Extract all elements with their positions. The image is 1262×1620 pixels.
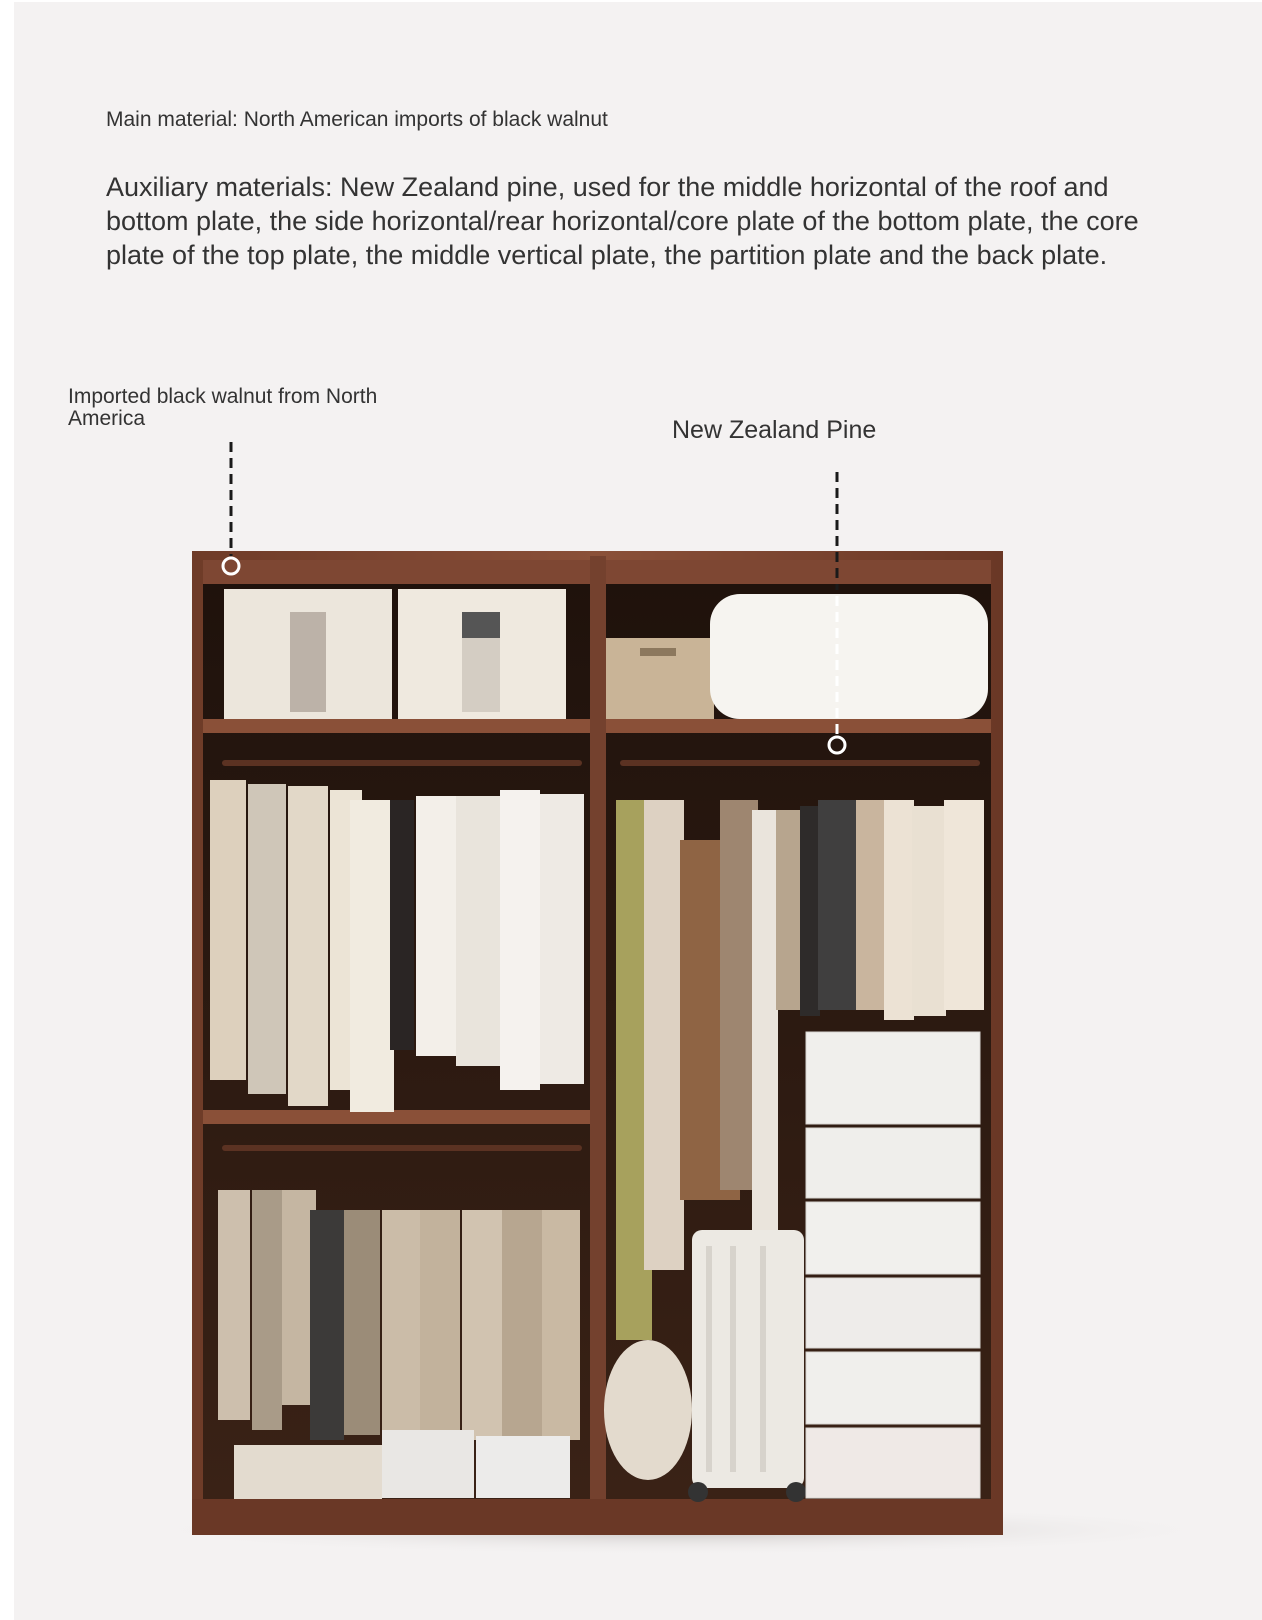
storage-box-left [224, 589, 392, 719]
clear-box-left [382, 1430, 474, 1498]
storage-box-right [398, 589, 566, 719]
bottom-plate [192, 1499, 1003, 1535]
fabric-bin [234, 1445, 382, 1499]
left-top-shelf [203, 719, 590, 733]
left-middle-shelf [203, 1110, 590, 1124]
right-top-shelf [606, 719, 991, 733]
main-material-text: Main material: North American imports of black walnut [106, 108, 608, 131]
cushion [604, 1340, 692, 1480]
pine-callout-label: New Zealand Pine [672, 416, 877, 444]
left-upper-rod [222, 760, 582, 766]
left-lower-rod [222, 1145, 582, 1151]
auxiliary-materials-text: Auxiliary materials: New Zealand pine, used for the middle horizontal of the roof and bottom plate, the side horizontal/rear horizontal/core plate of the bottom plate, the core plate of the top plate, the middle vertical plate, the partition plate and the back plate. [106, 172, 1139, 270]
clear-box-right [476, 1436, 570, 1498]
drawer-stack [806, 1032, 980, 1498]
middle-vertical-plate [590, 556, 606, 1506]
right-rod [620, 760, 980, 766]
folded-duvet [710, 594, 988, 719]
walnut-callout-label: Imported black walnut from North America [68, 385, 378, 430]
suitcase [688, 1230, 806, 1502]
lower-left-trousers [218, 1190, 580, 1440]
